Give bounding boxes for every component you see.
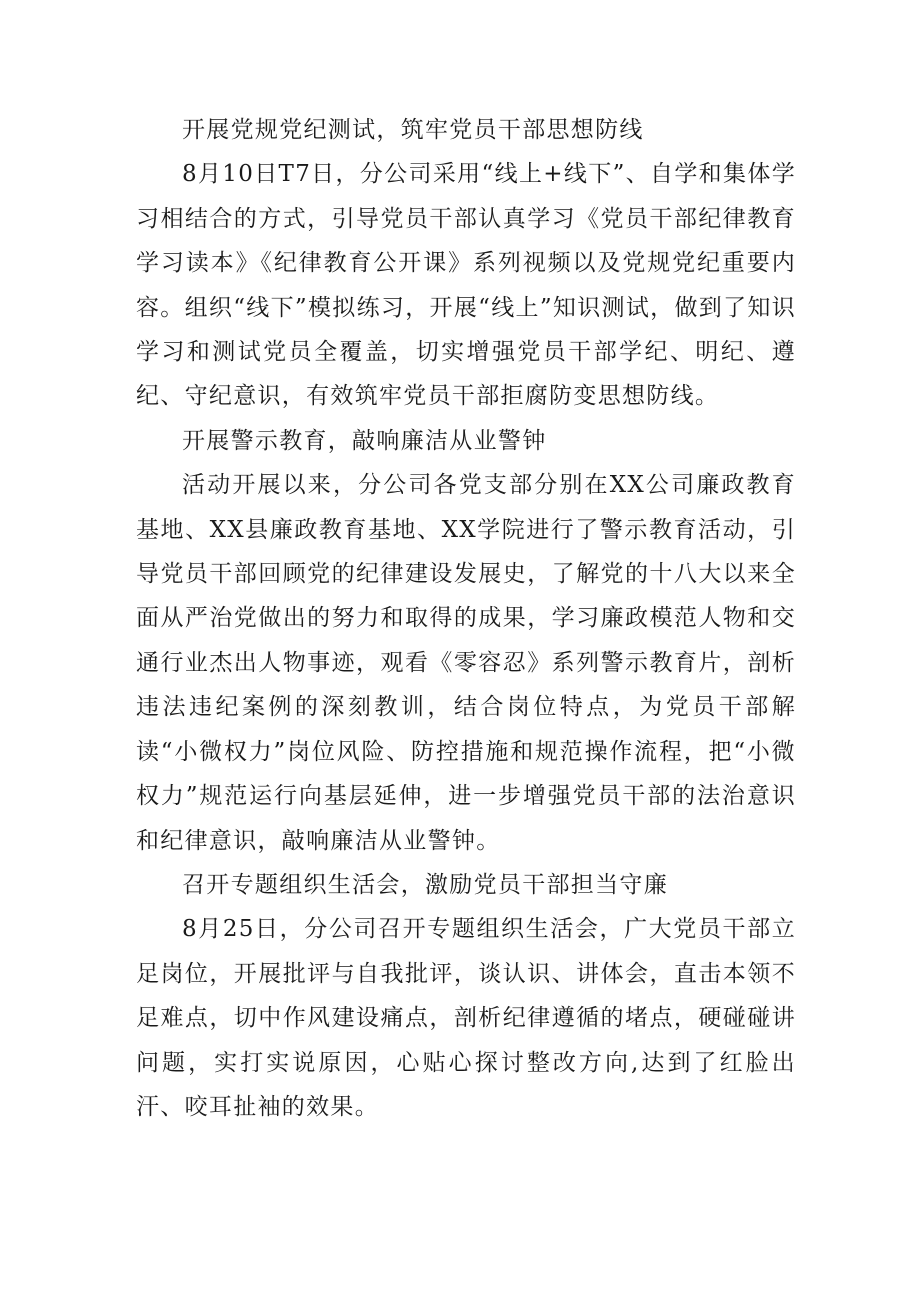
section-heading-organizational-life-meeting: 召开专题组织生活会，激励党员干部担当守廉 (182, 871, 668, 898)
section-heading-warning-education: 开展警示教育，敲响廉洁从业警钟 (182, 427, 547, 454)
section-body-party-rules-test: 8月10日T7日，分公司采用“线上+线下”、自学和集体学习相结合的方式，引导党员干部认真学习《党员干部纪律教育学习读本》《纪律教育公开课》系列视频以及党规党纪重要内容。组织“线下”模拟练习，开展“线上”知识测试，做到了知识学习和测试党员全覆盖，切实增强党员干部学纪、明纪、遵纪、守纪意识，有效筑牢党员干部拒腐防变思想防线。 (136, 161, 796, 410)
section-body-organizational-life-meeting: 8月25日，分公司召开专题组织生活会，广大党员干部立足岗位，开展批评与自我批评，谈认识、讲体会，直击本领不足难点，切中作风建设痛点，剖析纪律遵循的堵点，硬碰碰讲问题，实打实说原因，心贴心探讨整改方向,达到了红脸出汗、咬耳扯袖的效果。 (136, 916, 796, 1120)
section-body-warning-education: 活动开展以来，分公司各党支部分别在XX公司廉政教育基地、XX县廉政教育基地、XX学院进行了警示教育活动，引导党员干部回顾党的纪律建设发展史，了解党的十八大以来全面从严治党做出的努力和取得的成果，学习廉政模范人物和交通行业杰出人物事迹，观看《零容忍》系列警示教育片，剖析违法违纪案例的深刻教训，结合岗位特点，为党员干部解读“小微权力”岗位风险、防控措施和规范操作流程，把“小微权力”规范运行向基层延伸，进一步增强党员干部的法治意识和纪律意识，敲响廉洁从业警钟。 (136, 472, 796, 854)
section-heading-party-rules-test: 开展党规党纪测试，筑牢党员干部思想防线 (182, 117, 644, 143)
document-body (136, 108, 796, 1129)
